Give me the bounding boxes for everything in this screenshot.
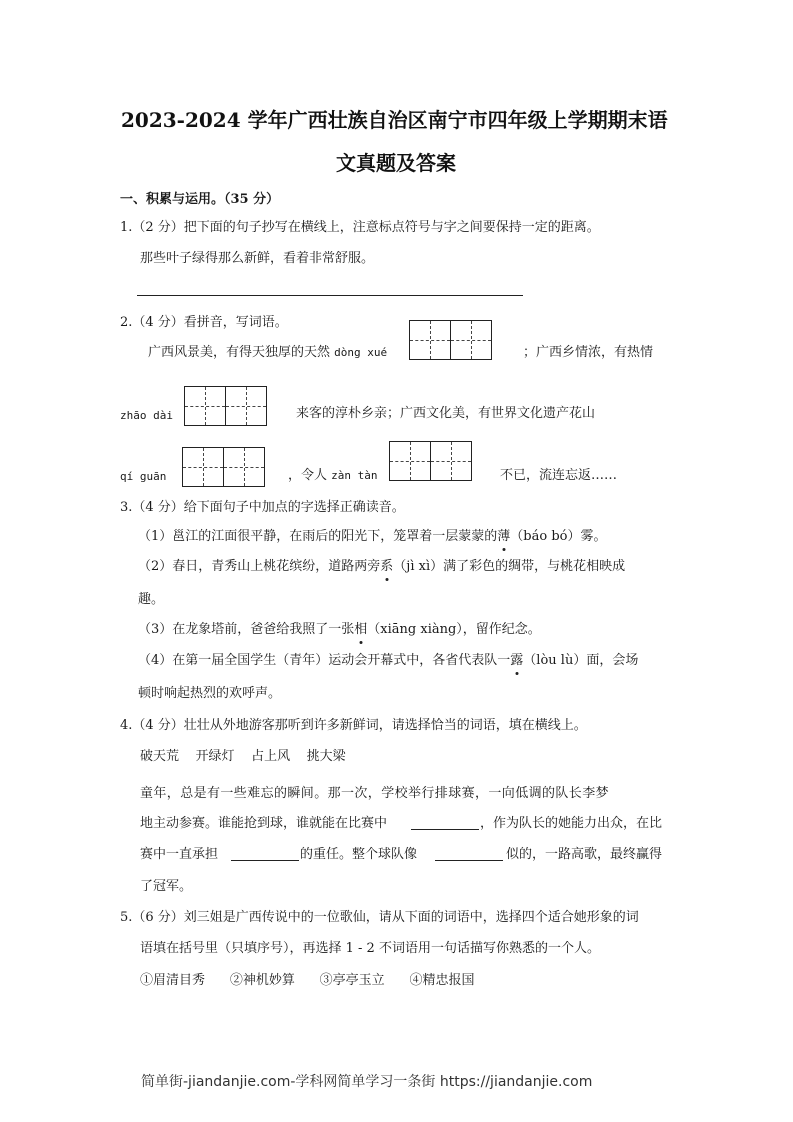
q4-passage-3a: 赛中一直承担 — [140, 847, 219, 862]
grid-cell[interactable] — [430, 441, 472, 481]
q4-blank-3[interactable] — [435, 860, 503, 861]
q1-sentence: 那些叶子绿得那么新鲜，看着非常舒服。 — [140, 251, 375, 266]
q5-option: ①眉清目秀 — [140, 973, 206, 988]
q5-stem-1: 5.（6 分）刘三姐是广西传说中的一位歌仙，请从下面的词语中，选择四个适合她形象的词 — [120, 910, 639, 925]
q4-stem: 4.（4 分）壮壮从外地游客那听到许多新鲜词，请选择恰当的词语，填在横线上。 — [120, 718, 587, 733]
q4-passage-4: 了冠军。 — [140, 879, 193, 894]
grid-cell[interactable] — [225, 386, 267, 426]
q3-item-2: （2）春日，青秀山上桃花缤纷，道路两旁系（jì xì）满了彩色的绸带，与桃花相映成 — [138, 557, 625, 577]
q5-stem-2: 语填在括号里（只填序号），再选择 1 - 2 不词语用一句话描写你熟悉的一个人。 — [140, 941, 600, 956]
dotted-char: 薄 — [497, 527, 510, 547]
grid-cell[interactable] — [223, 447, 265, 487]
q3-item-2-cont: 趣。 — [138, 592, 165, 607]
section-heading: 一、积累与运用。（35 分） — [120, 192, 280, 207]
q2-pinyin-3: qí guān — [120, 470, 167, 483]
q4-passage-1: 童年，总是有一些难忘的瞬间。那一次，学校举行排球赛，一向低调的队长李梦 — [140, 786, 610, 801]
q2-pinyin-2: zhāo dài — [120, 409, 173, 422]
q3-item-4: （4）在第一届全国学生（青年）运动会开幕式中，各省代表队一露（lòu lù）面，会场 — [138, 651, 638, 671]
q4-word: 占上风 — [251, 749, 291, 764]
q3-stem: 3.（4 分）给下面句子中加点的字选择正确读音。 — [120, 500, 405, 515]
q4-passage-3c: 似的，一路高歌，最终赢得 — [506, 847, 663, 862]
q4-word: 挑大梁 — [306, 749, 346, 764]
q4-word: 开绿灯 — [195, 749, 235, 764]
q4-blank-1[interactable] — [411, 829, 479, 830]
page-footer: 简单街-jiandanjie.com-学科网简单学习一条街 https://jiandanjie.com — [141, 1074, 593, 1090]
q4-word: 破天荒 — [140, 749, 180, 764]
dotted-char: 露 — [510, 651, 523, 671]
q3-item-3: （3）在龙象塔前，爸爸给我照了一张相（xiāng xiàng），留作纪念。 — [138, 620, 541, 640]
q1-stem: 1.（2 分）把下面的句子抄写在横线上，注意标点符号与字之间要保持一定的距离。 — [120, 220, 600, 235]
q2-write-grid-3[interactable] — [182, 447, 265, 487]
q2-write-grid-4[interactable] — [389, 441, 472, 481]
grid-cell[interactable] — [182, 447, 224, 487]
q2-text-1a: 广西风景美，有得天独厚的天然 dòng xué — [148, 345, 388, 360]
q2-text-3a: ，令人 zàn tàn — [288, 468, 378, 483]
q2-stem: 2.（4 分）看拼音，写词语。 — [120, 315, 288, 330]
q4-passage-2b: ，作为队长的她能力出众，在比 — [480, 816, 663, 831]
q2-text-1b: ；广西乡情浓，有热情 — [523, 345, 654, 360]
q2-pinyin-1: dòng xué — [334, 346, 388, 359]
document-title-line1: 2023-2024 学年广西壮族自治区南宁市四年级上学期期末语 — [121, 108, 668, 132]
q4-blank-2[interactable] — [231, 860, 299, 861]
q5-options — [140, 971, 474, 991]
grid-cell[interactable] — [389, 441, 431, 481]
q5-option: ②神机妙算 — [229, 973, 295, 988]
dotted-char: 系 — [380, 557, 393, 577]
grid-cell[interactable] — [409, 320, 451, 360]
dotted-char: 相 — [354, 620, 367, 640]
q2-write-grid-1[interactable] — [409, 320, 492, 360]
q3-item-4-cont: 顿时响起热烈的欢呼声。 — [138, 686, 282, 701]
q4-word-bank — [140, 747, 346, 767]
q5-option: ④精忠报国 — [409, 973, 475, 988]
q4-passage-3b: 的重任。整个球队像 — [300, 847, 418, 862]
q2-text-2b: 来客的淳朴乡亲；广西文化美，有世界文化遗产花山 — [296, 406, 596, 421]
q2-text-3b: 不已，流连忘返…… — [500, 468, 618, 483]
q2-pinyin-4: zàn tàn — [331, 469, 378, 482]
q3-item-1: （1）邕江的江面很平静，在雨后的阳光下，笼罩着一层蒙蒙的薄（báo bó）雾。 — [138, 527, 606, 547]
grid-cell[interactable] — [184, 386, 226, 426]
document-title-line2: 文真题及答案 — [336, 151, 456, 175]
q1-answer-line — [137, 295, 523, 296]
q5-option: ③亭亭玉立 — [319, 973, 385, 988]
q2-write-grid-2[interactable] — [184, 386, 267, 426]
grid-cell[interactable] — [450, 320, 492, 360]
q4-passage-2a: 地主动参赛。谁能抢到球，谁就能在比赛中 — [140, 816, 388, 831]
